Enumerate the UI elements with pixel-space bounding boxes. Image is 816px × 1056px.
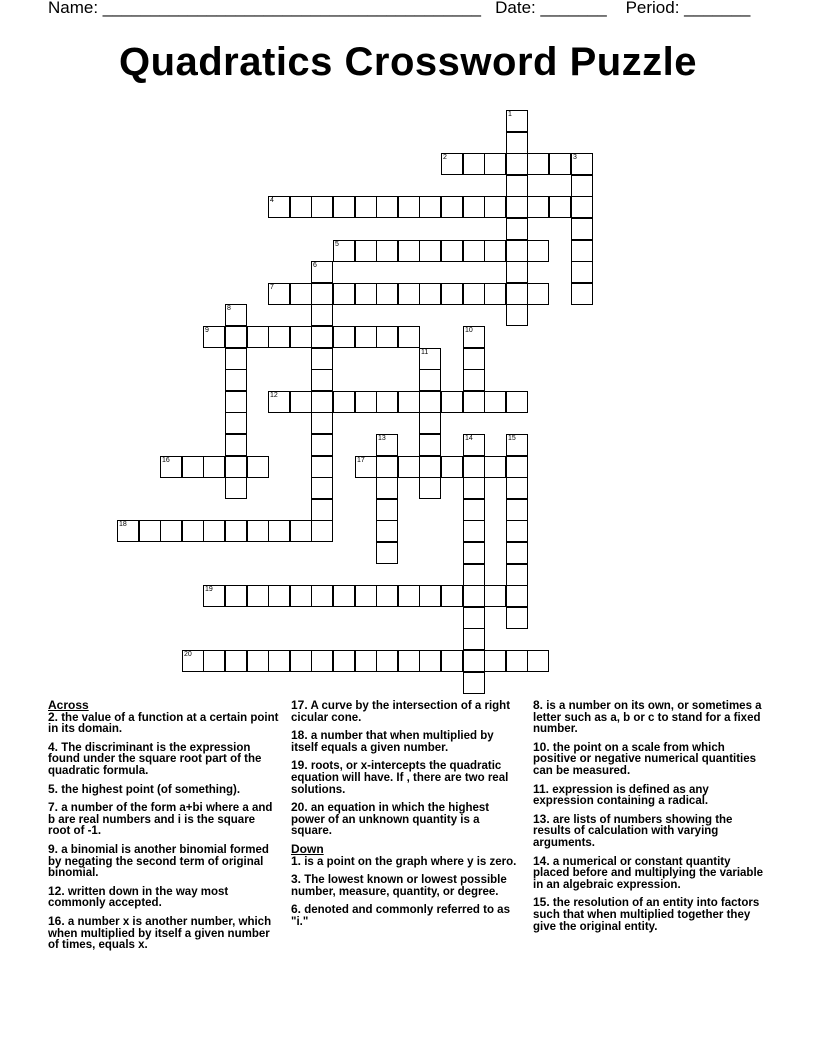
clue-number: 19 (205, 586, 213, 593)
clue-item-number: 13. (533, 811, 550, 826)
clue-item-number: 17. (291, 698, 308, 712)
clue-item-number: 20. (291, 800, 308, 815)
crossword-cell[interactable] (311, 650, 333, 672)
crossword-cell[interactable] (376, 391, 398, 413)
clue-column-3 (533, 700, 769, 939)
crossword-cell[interactable] (463, 434, 485, 456)
crossword-cell[interactable] (376, 283, 398, 305)
clue-item-text: a number that when multiplied by itself equals a given number. (291, 730, 494, 754)
crossword-cell[interactable] (333, 240, 355, 262)
crossword-cell[interactable] (527, 283, 549, 305)
clue-item-text: denoted and commonly referred to as "i." (291, 904, 510, 928)
across-clue-list (48, 709, 280, 952)
crossword-cell[interactable] (506, 240, 528, 262)
crossword-cell[interactable] (376, 456, 398, 478)
clue-item-number: 16. (48, 913, 65, 928)
crossword-cell[interactable] (463, 391, 485, 413)
crossword-cell[interactable] (463, 153, 485, 175)
crossword-cell[interactable] (225, 520, 247, 542)
clue-item-text: a number x is another number, which when multiplied by itself a given number of times, equals x. (48, 915, 272, 952)
clue-item (48, 841, 280, 880)
clue-item (291, 802, 517, 838)
crossword-cell[interactable] (311, 196, 333, 218)
crossword-cell[interactable] (160, 520, 182, 542)
clue-item (48, 802, 280, 838)
across-clue-list-continued (291, 700, 517, 838)
crossword-cell[interactable] (268, 196, 290, 218)
clue-number: 2 (443, 154, 447, 161)
crossword-cell[interactable] (419, 348, 441, 370)
clue-number: 7 (270, 284, 274, 291)
clue-number: 5 (335, 241, 339, 248)
crossword-cell[interactable] (376, 585, 398, 607)
crossword-cell[interactable] (441, 456, 463, 478)
crossword-cell[interactable] (311, 499, 333, 521)
crossword-cell[interactable] (333, 650, 355, 672)
crossword-cell[interactable] (333, 283, 355, 305)
crossword-cell[interactable] (441, 283, 463, 305)
crossword-cell[interactable] (247, 650, 269, 672)
crossword-cell[interactable] (527, 650, 549, 672)
clue-column-2 (291, 700, 517, 935)
crossword-cell[interactable] (506, 607, 528, 629)
clue-item-number: 18. (291, 728, 308, 743)
crossword-cell[interactable] (506, 585, 528, 607)
crossword-cell[interactable] (419, 434, 441, 456)
clue-item-text: the value of a function at a certain point in its domain. (48, 711, 279, 736)
clue-number: 18 (119, 521, 127, 528)
crossword-cell[interactable] (311, 283, 333, 305)
crossword-cell[interactable] (376, 477, 398, 499)
crossword-cell[interactable] (182, 456, 204, 478)
clue-number: 12 (270, 392, 278, 399)
crossword-cell[interactable] (225, 369, 247, 391)
crossword-cell[interactable] (225, 326, 247, 348)
clue-item (533, 811, 769, 850)
crossword-cell[interactable] (355, 240, 377, 262)
crossword-cell[interactable] (463, 240, 485, 262)
clue-item (533, 897, 769, 933)
crossword-cell[interactable] (225, 391, 247, 413)
crossword-cell[interactable] (311, 520, 333, 542)
crossword-cell[interactable] (441, 153, 463, 175)
clue-item (291, 700, 517, 724)
crossword-cell[interactable] (463, 196, 485, 218)
crossword-cell[interactable] (311, 391, 333, 413)
clue-item-text: a binomial is another binomial formed by negating the second term of original binomial. (48, 843, 269, 880)
crossword-cell[interactable] (160, 456, 182, 478)
crossword-cell[interactable] (225, 412, 247, 434)
crossword-cell[interactable] (463, 326, 485, 348)
crossword-cell[interactable] (290, 283, 312, 305)
crossword-cell[interactable] (355, 391, 377, 413)
crossword-cell[interactable] (527, 153, 549, 175)
crossword-cell[interactable] (355, 456, 377, 478)
crossword-cell[interactable] (311, 456, 333, 478)
clue-item-text: a numerical or constant quantity placed before and multiplying the variable in an algebraic expression. (533, 855, 764, 891)
crossword-cell[interactable] (571, 218, 593, 240)
crossword-cell[interactable] (355, 650, 377, 672)
clue-item-number: 19. (291, 758, 308, 773)
crossword-cell[interactable] (290, 196, 312, 218)
crossword-cell[interactable] (463, 520, 485, 542)
crossword-cell[interactable] (441, 240, 463, 262)
crossword-cell[interactable] (268, 520, 290, 542)
crossword-cell[interactable] (463, 283, 485, 305)
crossword-cell[interactable] (355, 196, 377, 218)
crossword-cell[interactable] (376, 650, 398, 672)
crossword-cell[interactable] (376, 542, 398, 564)
crossword-cell[interactable] (506, 542, 528, 564)
crossword-cell[interactable] (311, 585, 333, 607)
clue-number: 6 (313, 262, 317, 269)
crossword-cell[interactable] (463, 628, 485, 650)
clue-item-number: 15. (533, 895, 550, 910)
crossword-cell[interactable] (376, 196, 398, 218)
clue-item-number: 10. (533, 739, 550, 754)
crossword-cell[interactable] (506, 499, 528, 521)
crossword-cell[interactable] (463, 348, 485, 370)
crossword-cell[interactable] (463, 607, 485, 629)
crossword-cell[interactable] (419, 283, 441, 305)
clue-number: 11 (421, 349, 429, 356)
crossword-cell[interactable] (203, 520, 225, 542)
clue-item (48, 739, 280, 778)
crossword-cell[interactable] (398, 240, 420, 262)
crossword-cell[interactable] (506, 175, 528, 197)
clue-number: 8 (227, 305, 231, 312)
crossword-cell[interactable] (549, 196, 571, 218)
crossword-cell[interactable] (571, 196, 593, 218)
crossword-cell[interactable] (463, 477, 485, 499)
crossword-cell[interactable] (333, 326, 355, 348)
clue-item-number: 1. (291, 853, 302, 868)
crossword-cell[interactable] (441, 196, 463, 218)
crossword-cell[interactable] (268, 326, 290, 348)
crossword-cell[interactable] (376, 499, 398, 521)
clue-number: 13 (378, 435, 386, 442)
crossword-cell[interactable] (333, 196, 355, 218)
crossword-cell[interactable] (441, 650, 463, 672)
crossword-cell[interactable] (117, 520, 139, 542)
crossword-cell[interactable] (247, 520, 269, 542)
clue-item-text: a number of the form a+bi where a and b are real numbers and i is the square root of -1. (48, 802, 273, 838)
clue-item-number: 8. (533, 698, 544, 712)
crossword-cell[interactable] (311, 412, 333, 434)
crossword-cell[interactable] (355, 283, 377, 305)
crossword-cell[interactable] (225, 456, 247, 478)
crossword-cell[interactable] (484, 585, 506, 607)
clue-item-number: 14. (533, 853, 550, 868)
crossword-cell[interactable] (290, 326, 312, 348)
clue-item-number: 9. (48, 841, 59, 856)
crossword-cell[interactable] (311, 477, 333, 499)
crossword-cell[interactable] (484, 283, 506, 305)
clue-item-number: 2. (48, 709, 59, 724)
crossword-cell[interactable] (419, 369, 441, 391)
crossword-cell[interactable] (506, 110, 528, 132)
crossword-cell[interactable] (225, 477, 247, 499)
clue-number: 1 (508, 111, 512, 118)
crossword-cell[interactable] (225, 304, 247, 326)
clue-item-text: written down in the way most commonly accepted. (48, 885, 229, 910)
crossword-cell[interactable] (527, 240, 549, 262)
crossword-cell[interactable] (506, 477, 528, 499)
down-clue-list (291, 853, 517, 929)
clue-item (48, 883, 280, 910)
crossword-cell[interactable] (333, 391, 355, 413)
clue-item (533, 853, 769, 892)
crossword-cell[interactable] (506, 434, 528, 456)
crossword-cell[interactable] (419, 412, 441, 434)
crossword-cell[interactable] (398, 585, 420, 607)
crossword-cell[interactable] (506, 304, 528, 326)
clue-column-1 (48, 700, 280, 958)
crossword-cell[interactable] (527, 196, 549, 218)
crossword-cell[interactable] (355, 326, 377, 348)
crossword-cell[interactable] (225, 434, 247, 456)
down-heading: Down (291, 841, 324, 856)
crossword-cell[interactable] (268, 585, 290, 607)
clue-item (533, 781, 769, 808)
clue-item-number: 12. (48, 883, 65, 898)
clue-item (48, 709, 280, 736)
clue-number: 15 (508, 435, 516, 442)
crossword-cell[interactable] (268, 283, 290, 305)
clue-number: 9 (205, 327, 209, 334)
crossword-cell[interactable] (419, 585, 441, 607)
clue-item-number: 11. (533, 781, 550, 796)
crossword-cell[interactable] (247, 456, 269, 478)
crossword-cell[interactable] (419, 196, 441, 218)
crossword-cell[interactable] (441, 391, 463, 413)
clue-number: 14 (465, 435, 473, 442)
crossword-cell[interactable] (376, 520, 398, 542)
crossword-cell[interactable] (182, 520, 204, 542)
crossword-cell[interactable] (506, 261, 528, 283)
crossword-cell[interactable] (398, 456, 420, 478)
crossword-cell[interactable] (268, 391, 290, 413)
student-info-line: Name: ________________________________________ Date: _______ Period: _______ (48, 0, 751, 17)
clue-number: 10 (465, 327, 473, 334)
crossword-cell[interactable] (311, 369, 333, 391)
crossword-cell[interactable] (398, 326, 420, 348)
crossword-cell[interactable] (484, 650, 506, 672)
clue-number: 17 (357, 457, 365, 464)
clue-item (291, 904, 517, 928)
crossword-cell[interactable] (419, 456, 441, 478)
clue-item-text: is a point on the graph where y is zero. (301, 855, 517, 868)
crossword-cell[interactable] (506, 391, 528, 413)
crossword-cell[interactable] (484, 456, 506, 478)
crossword-cell[interactable] (506, 650, 528, 672)
crossword-cell[interactable] (571, 261, 593, 283)
crossword-cell[interactable] (484, 240, 506, 262)
crossword-cell[interactable] (463, 456, 485, 478)
crossword-cell[interactable] (203, 585, 225, 607)
clue-item-text: roots, or x-intercepts the quadratic equation will have. If , there are two real solutions. (291, 760, 509, 796)
across-heading: Across (48, 698, 89, 712)
clue-item (291, 760, 517, 796)
clue-item-text: the highest point (of something). (58, 783, 241, 796)
crossword-cell[interactable] (398, 650, 420, 672)
crossword-cell[interactable] (290, 650, 312, 672)
crossword-cell[interactable] (203, 456, 225, 478)
crossword-cell[interactable] (419, 650, 441, 672)
crossword-cell[interactable] (290, 391, 312, 413)
crossword-cell[interactable] (484, 153, 506, 175)
clue-item (291, 730, 517, 754)
crossword-cell[interactable] (549, 153, 571, 175)
crossword-cell[interactable] (376, 434, 398, 456)
crossword-cell[interactable] (506, 283, 528, 305)
clue-item (533, 739, 769, 778)
clue-item-text: are lists of numbers showing the results of calculation with varying arguments. (533, 813, 733, 849)
crossword-cell[interactable] (506, 218, 528, 240)
clue-item (291, 874, 517, 898)
down-clue-list-continued (533, 700, 769, 933)
crossword-cell[interactable] (225, 650, 247, 672)
clue-number: 20 (184, 651, 192, 658)
crossword-cell[interactable] (203, 326, 225, 348)
crossword-cell[interactable] (463, 672, 485, 694)
crossword-cell[interactable] (376, 326, 398, 348)
clue-item-number: 4. (48, 739, 59, 754)
crossword-cell[interactable] (247, 326, 269, 348)
clue-item-number: 3. (291, 872, 302, 887)
clue-item (48, 781, 280, 797)
crossword-cell[interactable] (463, 542, 485, 564)
crossword-cell[interactable] (333, 585, 355, 607)
crossword-cell[interactable] (311, 326, 333, 348)
crossword-cell[interactable] (182, 650, 204, 672)
crossword-cell[interactable] (311, 348, 333, 370)
clue-item-text: expression is defined as any expression containing a radical. (533, 783, 709, 808)
clue-number: 16 (162, 457, 170, 464)
crossword-cell[interactable] (571, 175, 593, 197)
crossword-cell[interactable] (419, 391, 441, 413)
crossword-cell[interactable] (247, 585, 269, 607)
crossword-cell[interactable] (571, 283, 593, 305)
clue-item-text: The lowest known or lowest possible number, measure, quantity, or degree. (291, 874, 507, 898)
clue-item-text: the point on a scale from which positive or negative numerical quantities can be measured. (533, 741, 757, 777)
crossword-cell[interactable] (506, 456, 528, 478)
crossword-cell[interactable] (441, 585, 463, 607)
crossword-cell[interactable] (463, 585, 485, 607)
crossword-cell[interactable] (484, 391, 506, 413)
crossword-cell[interactable] (355, 585, 377, 607)
crossword-cell[interactable] (290, 585, 312, 607)
crossword-cell[interactable] (203, 650, 225, 672)
crossword-cell[interactable] (506, 153, 528, 175)
crossword-cell[interactable] (225, 585, 247, 607)
crossword-cell[interactable] (398, 283, 420, 305)
crossword-cell[interactable] (571, 240, 593, 262)
crossword-cell[interactable] (484, 196, 506, 218)
clue-item (48, 913, 280, 952)
crossword-cell[interactable] (463, 650, 485, 672)
crossword-cell[interactable] (506, 520, 528, 542)
clue-item-number: 5. (48, 781, 59, 796)
crossword-cell[interactable] (463, 564, 485, 586)
crossword-cell[interactable] (398, 196, 420, 218)
crossword-cell[interactable] (419, 477, 441, 499)
crossword-cell[interactable] (290, 520, 312, 542)
clue-item (291, 853, 517, 869)
crossword-cell[interactable] (225, 348, 247, 370)
crossword-cell[interactable] (419, 240, 441, 262)
clue-item-text: the resolution of an entity into factors such that when multiplied together they give the original entity. (533, 897, 760, 933)
crossword-cell[interactable] (268, 650, 290, 672)
clue-item-number: 6. (291, 902, 302, 917)
crossword-cell[interactable] (311, 434, 333, 456)
crossword-cell[interactable] (463, 369, 485, 391)
crossword-cell[interactable] (506, 196, 528, 218)
clue-item-text: The discriminant is the expression found under the square root part of the quadratic formula. (48, 741, 262, 777)
clue-number: 4 (270, 197, 274, 204)
crossword-cell[interactable] (311, 261, 333, 283)
clue-number: 3 (573, 154, 577, 161)
crossword-cell[interactable] (571, 153, 593, 175)
puzzle-title: Quadratics Crossword Puzzle (118, 40, 698, 84)
clue-item (533, 700, 769, 736)
crossword-cell[interactable] (139, 520, 161, 542)
clue-item-number: 7. (48, 800, 59, 815)
crossword-cell[interactable] (376, 240, 398, 262)
clue-item-text: is a number on its own, or sometimes a letter such as a, b or c to stand for a fixed number. (533, 700, 762, 736)
crossword-cell[interactable] (311, 304, 333, 326)
crossword-cell[interactable] (398, 391, 420, 413)
crossword-cell[interactable] (506, 564, 528, 586)
crossword-cell[interactable] (506, 132, 528, 154)
crossword-cell[interactable] (463, 499, 485, 521)
clue-item-text: an equation in which the highest power of an unknown quantity is a square. (291, 802, 490, 838)
clue-item-text: A curve by the intersection of a right cicular cone. (291, 700, 511, 724)
